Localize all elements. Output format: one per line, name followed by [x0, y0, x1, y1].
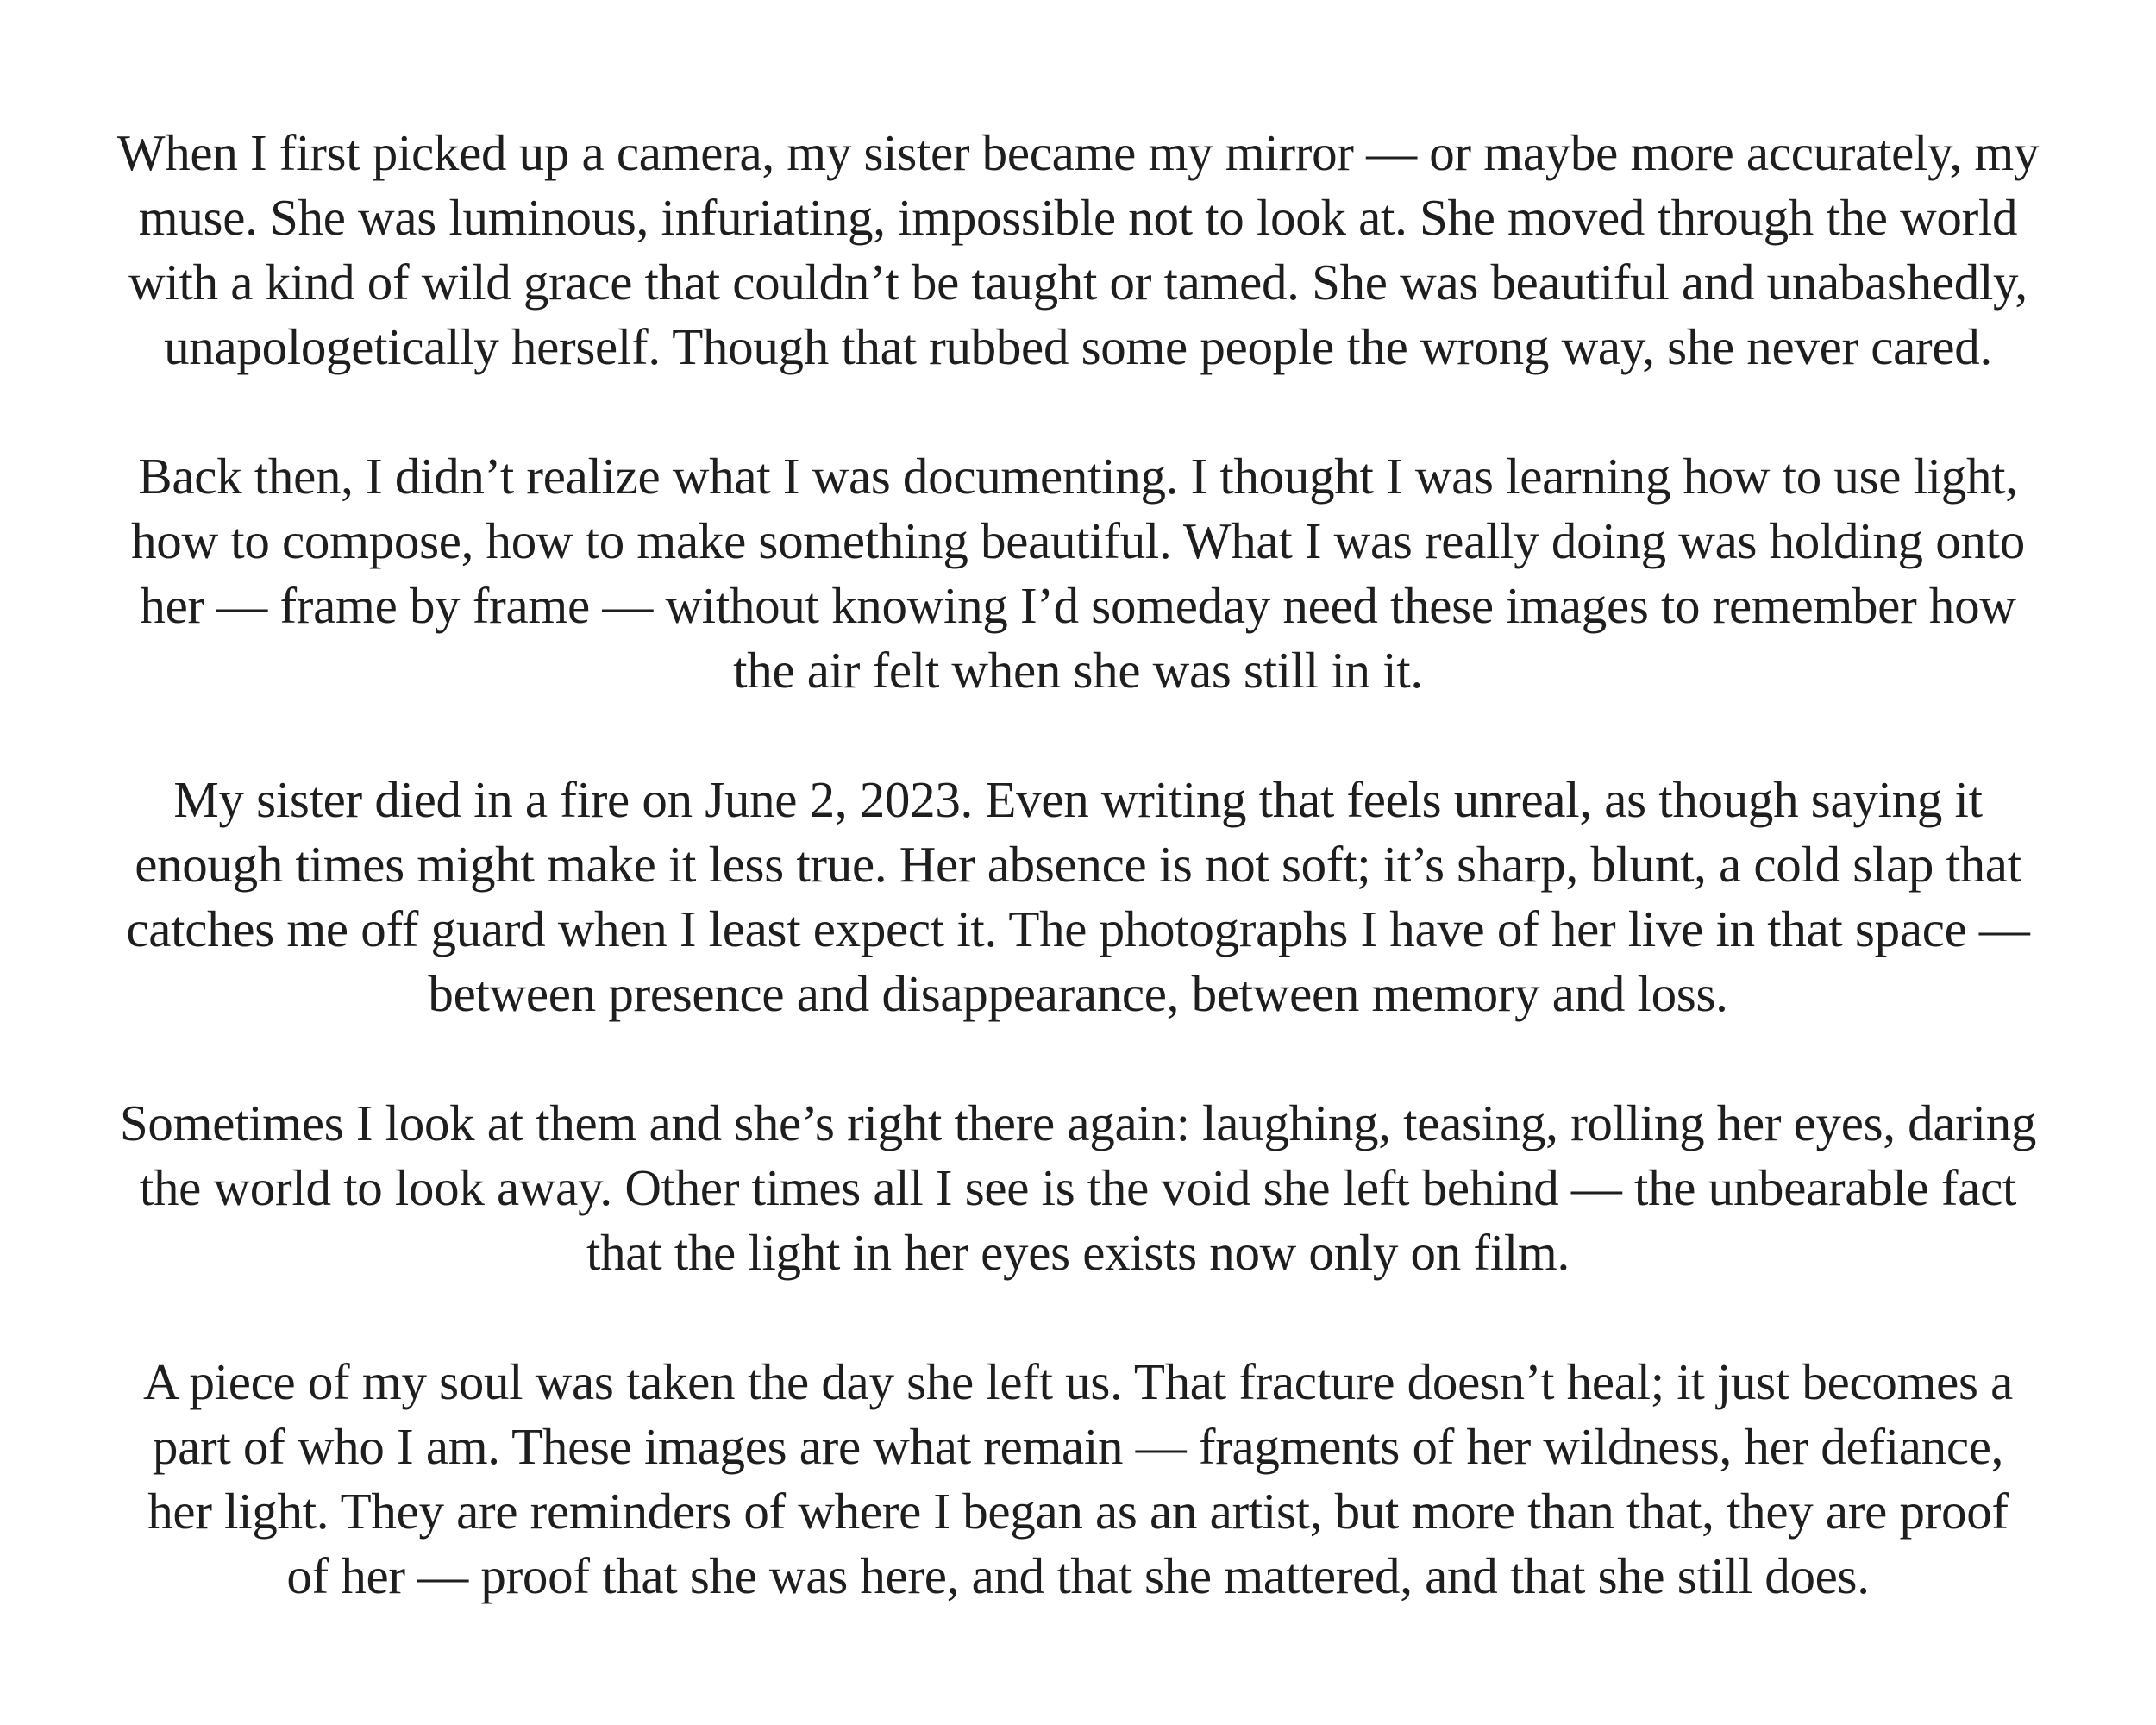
text-line: that the light in her eyes exists now only on film. — [586, 1224, 1570, 1281]
text-line: My sister died in a fire on June 2, 2023. Even writing that feels unreal, as though saying it — [173, 771, 1983, 828]
text-line: between presence and disappearance, between memory and loss. — [428, 965, 1728, 1022]
text-line: A piece of my soul was taken the day she left us. That fracture doesn’t heal; it just becomes a — [142, 1353, 2014, 1410]
text-line: her light. They are reminders of where I began as an artist, but more than that, they are proof — [147, 1483, 2009, 1540]
text-line: Back then, I didn’t realize what I was documenting. I thought I was learning how to use light, — [138, 448, 2018, 505]
paragraph-5 — [0, 1350, 2156, 1609]
text-line: her — frame by frame — without knowing I’d someday need these images to remember how — [140, 577, 2016, 634]
text-line: unapologetically herself. Though that rubbed some people the wrong way, she never cared. — [164, 318, 1992, 375]
text-line: When I first picked up a camera, my sister became my mirror — or maybe more accurately, my — [116, 124, 2040, 181]
text-line: of her — proof that she was here, and that she mattered, and that she still does. — [286, 1547, 1870, 1604]
text-line: catches me off guard when I least expect it. The photographs I have of her live in that space — — [126, 900, 2030, 957]
paragraph-3 — [0, 768, 2156, 1026]
paragraph-2 — [0, 444, 2156, 703]
text-line: enough times might make it less true. Her absence is not soft; it’s sharp, blunt, a cold slap that — [135, 836, 2021, 893]
text-line: muse. She was luminous, infuriating, impossible not to look at. She moved through the world — [138, 189, 2018, 246]
paragraph-4 — [0, 1091, 2156, 1285]
text-line: Sometimes I look at them and she’s right there again: laughing, teasing, rolling her eyes, daring — [119, 1095, 2037, 1151]
text-line: part of who I am. These images are what remain — fragments of her wildness, her defiance, — [152, 1418, 2004, 1475]
paragraph-1 — [0, 121, 2156, 380]
text-line: with a kind of wild grace that couldn’t be taught or tamed. She was beautiful and unabashedly, — [128, 254, 2028, 310]
text-line: the air felt when she was still in it. — [733, 642, 1423, 699]
text-line: how to compose, how to make something beautiful. What I was really doing was holding onto — [131, 512, 2025, 569]
text-line: the world to look away. Other times all I see is the void she left behind — the unbearable fact — [139, 1159, 2017, 1216]
